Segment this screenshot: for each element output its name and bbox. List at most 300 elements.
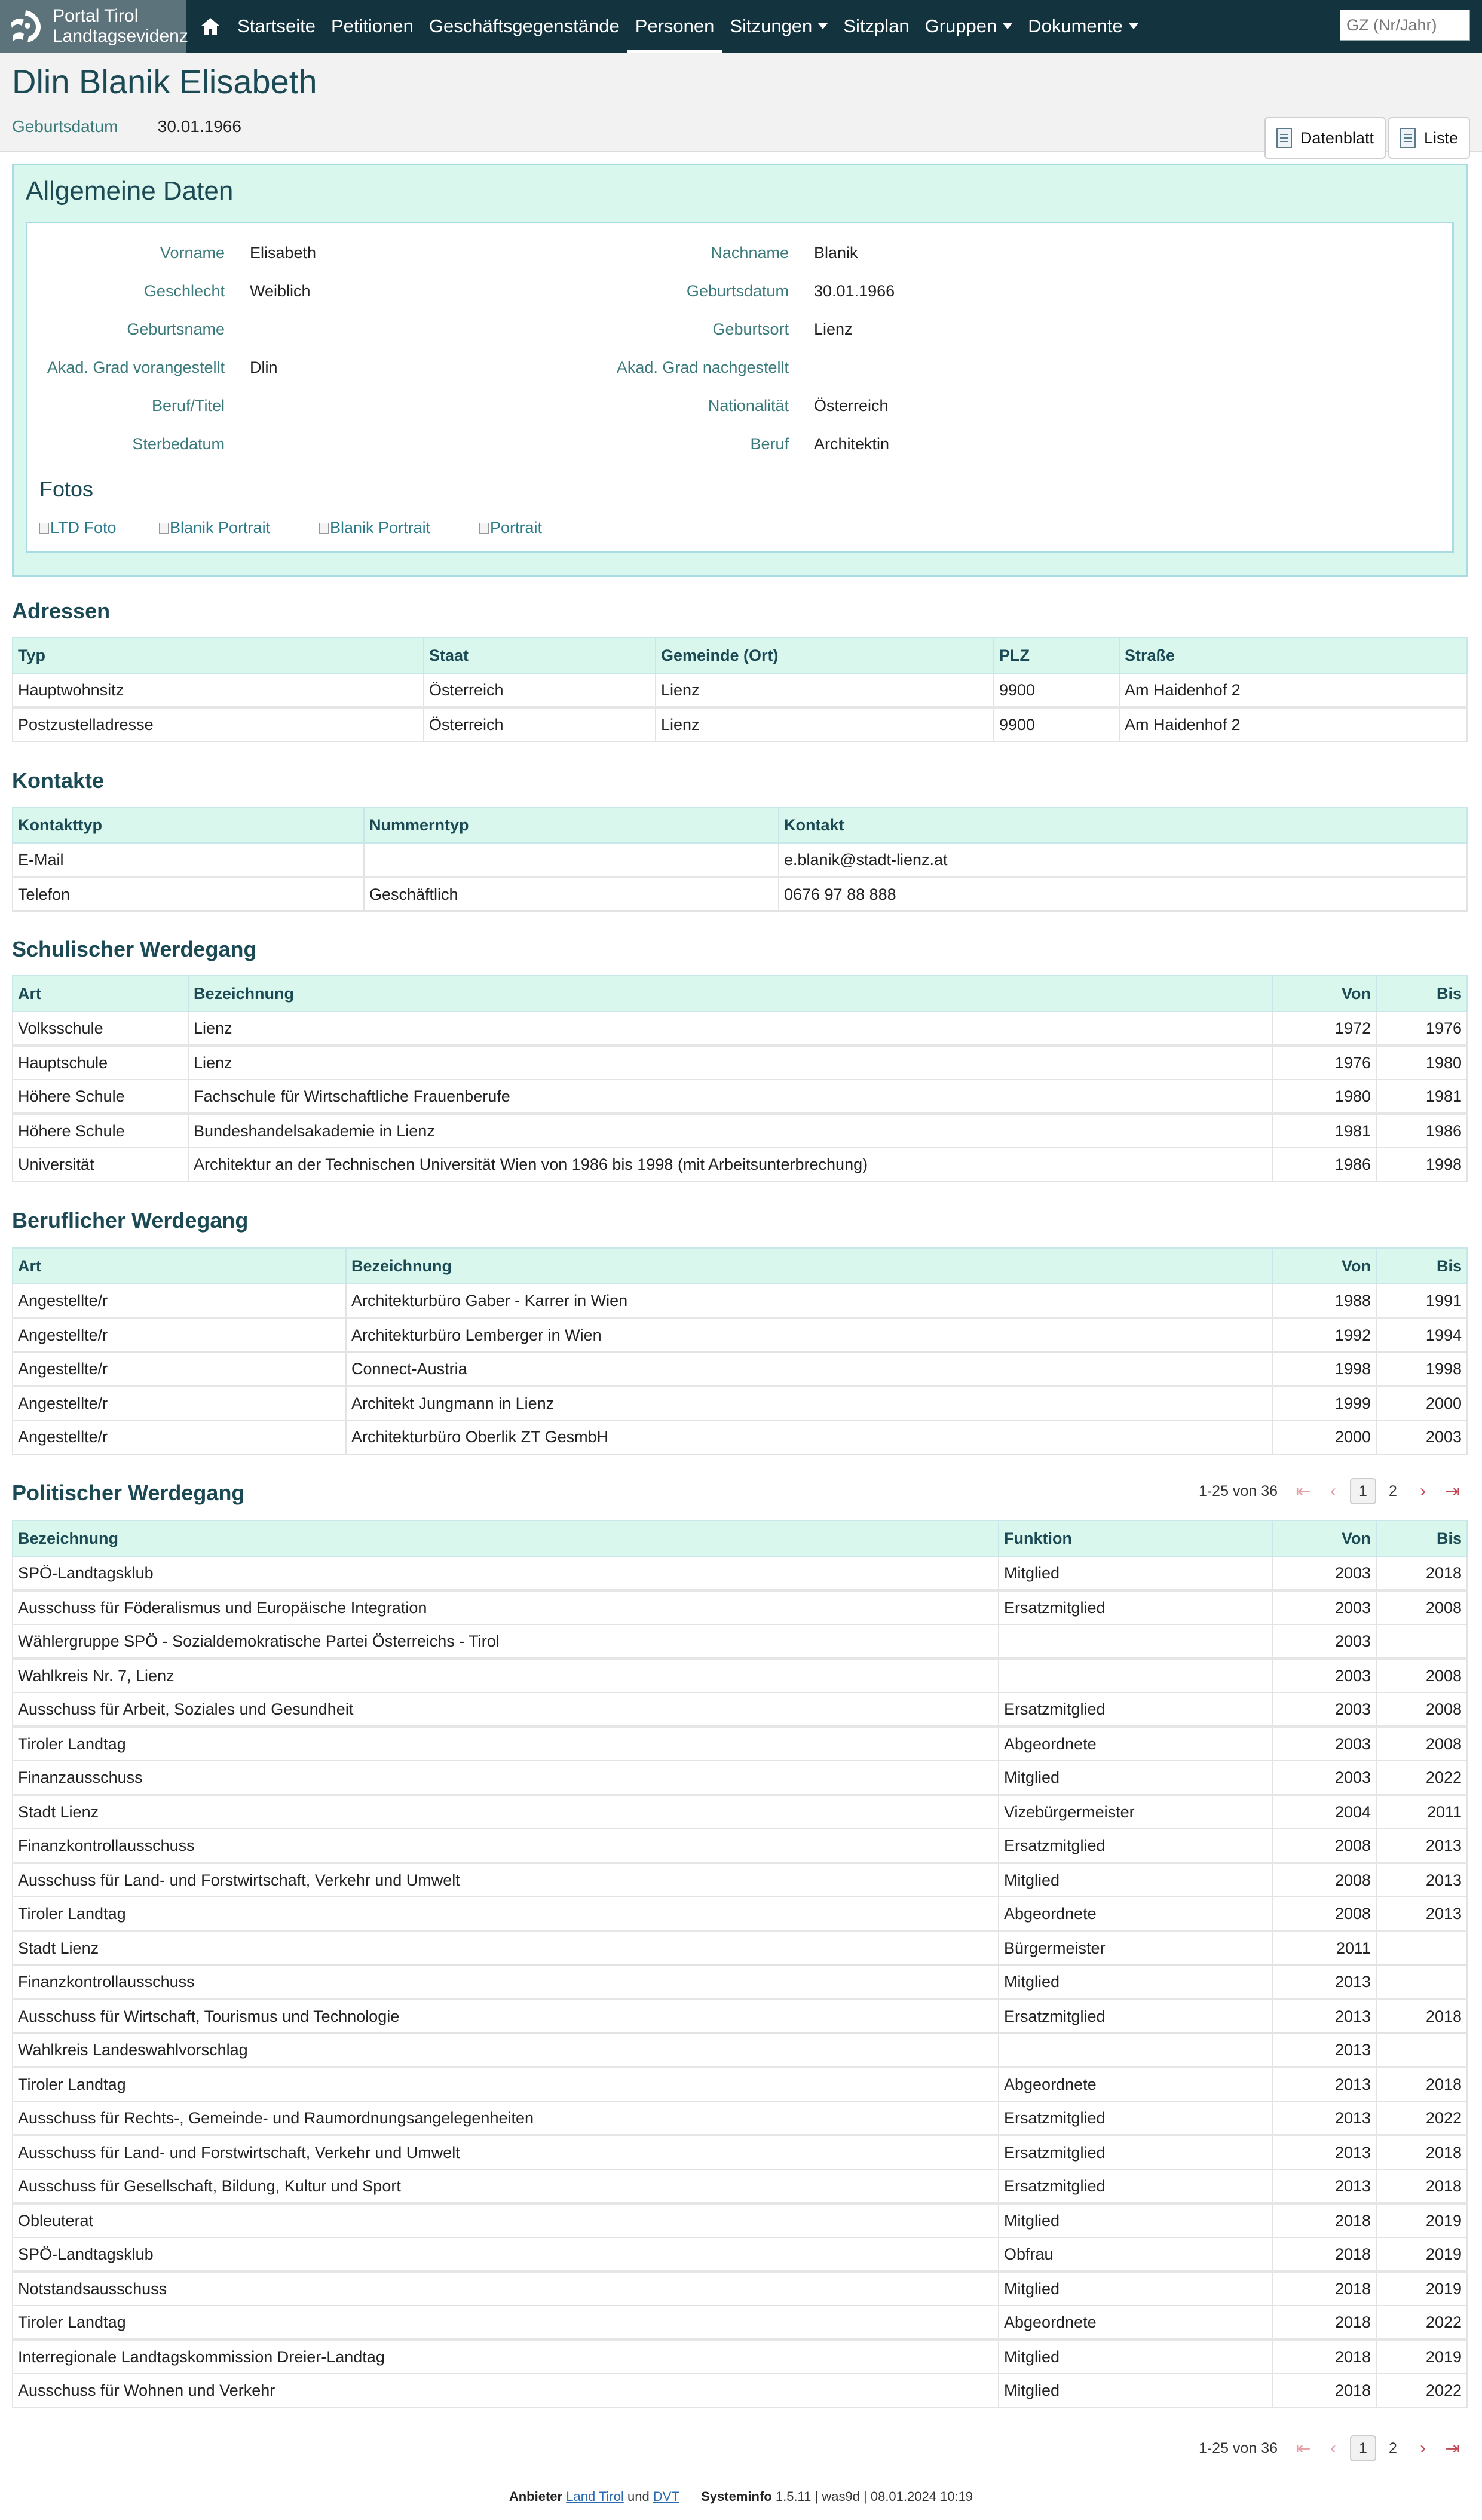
table-cell: 2018 (1376, 2067, 1467, 2101)
anbieter-label: Anbieter (509, 2489, 563, 2504)
nav-dokumente-label: Dokumente (1028, 16, 1123, 36)
table-cell: 1994 (1376, 1318, 1467, 1352)
table-header-row (13, 637, 1467, 673)
table-cell: 1981 (1376, 1080, 1467, 1114)
foto-link-blanik-portrait-1[interactable] (159, 519, 270, 537)
table-cell: e.blanik@stadt-lienz.at (779, 843, 1467, 877)
table-cell: 1972 (1272, 1011, 1376, 1046)
column-header[interactable]: Kontakt (779, 807, 1467, 843)
table-row (13, 1624, 1467, 1658)
table-header-row (13, 807, 1467, 843)
table-cell: Lienz (188, 1046, 1272, 1080)
dvt-link[interactable]: DVT (653, 2489, 679, 2504)
table-row (13, 1080, 1467, 1114)
table-row (13, 2067, 1467, 2101)
table-cell: 2003 (1272, 1761, 1376, 1795)
table-cell: 9900 (994, 673, 1119, 707)
nav-gruppen[interactable] (917, 0, 1021, 53)
land-tirol-link[interactable]: Land Tirol (566, 2489, 624, 2504)
table-cell: 1999 (1272, 1386, 1376, 1420)
table-row (13, 2033, 1467, 2067)
column-header[interactable]: Bis (1376, 1248, 1467, 1284)
table-cell: Angestellte/r (13, 1284, 346, 1318)
field-label-nationalitaet: Nationalität (708, 397, 789, 415)
table-cell: 2011 (1272, 1931, 1376, 1965)
field-label-geschlecht: Geschlecht (143, 282, 225, 300)
adressen-table (12, 637, 1468, 742)
last-page-icon[interactable]: ⇥ (1445, 1481, 1460, 1501)
table-row (13, 1148, 1467, 1182)
table-row (13, 2135, 1467, 2169)
table-cell: Ausschuss für Arbeit, Soziales und Gesundheit (13, 1693, 999, 1727)
last-page-icon[interactable]: ⇥ (1445, 2438, 1460, 2458)
table-row (13, 1863, 1467, 1897)
datenblatt-button[interactable] (1264, 117, 1386, 159)
kontakte-table (12, 807, 1468, 912)
table-cell: 2013 (1272, 2101, 1376, 2135)
table-cell: Finanzkontrollausschuss (13, 1829, 999, 1863)
table-cell: 2008 (1376, 1727, 1467, 1761)
table-cell: Am Haidenhof 2 (1119, 673, 1467, 707)
table-cell: Österreich (424, 707, 656, 741)
table-cell: 2013 (1376, 1863, 1467, 1897)
nav-startseite[interactable]: Startseite (237, 16, 316, 36)
nav-sitzungen-label: Sitzungen (730, 16, 813, 36)
table-cell (999, 1658, 1272, 1693)
politik-pager-bottom (1199, 2435, 1468, 2461)
table-cell: 1976 (1376, 1011, 1467, 1046)
table-cell: Bürgermeister (999, 1931, 1272, 1965)
systeminfo-label: Systeminfo (701, 2489, 772, 2504)
table-cell: 2003 (1272, 1624, 1376, 1658)
table-cell (1376, 2033, 1467, 2067)
table-cell: Angestellte/r (13, 1318, 346, 1352)
table-cell: Wählergruppe SPÖ - Sozialdemokratische Partei Österreichs - Tirol (13, 1624, 999, 1658)
table-cell: 2003 (1272, 1590, 1376, 1624)
table-cell: 9900 (994, 707, 1119, 741)
table-row (13, 1897, 1467, 1931)
next-page-icon[interactable]: › (1420, 1481, 1426, 1501)
top-navbar (0, 0, 1482, 53)
table-row (13, 2340, 1467, 2374)
table-row (13, 1727, 1467, 1761)
table-row (13, 1352, 1467, 1386)
table-cell: Ausschuss für Land- und Forstwirtschaft, Verkehr und Umwelt (13, 2135, 999, 2169)
table-cell: Postzustelladresse (13, 707, 424, 741)
table-cell: Mitglied (999, 2271, 1272, 2306)
foto-link-ltd[interactable] (39, 519, 117, 537)
table-cell: 2013 (1272, 2135, 1376, 2169)
field-value-vorname: Elisabeth (250, 244, 317, 262)
table-row (13, 1420, 1467, 1454)
table-cell: SPÖ-Landtagsklub (13, 2237, 999, 2271)
column-header[interactable]: Bezeichnung (188, 976, 1272, 1011)
page-2-button[interactable]: 2 (1389, 2439, 1397, 2457)
table-cell: 1986 (1376, 1114, 1467, 1148)
table-cell: Ausschuss für Rechts-, Gemeinde- und Raumordnungsangelegenheiten (13, 2101, 999, 2135)
table-cell: Ausschuss für Wirtschaft, Tourismus und Technologie (13, 1999, 999, 2033)
table-cell: 1988 (1272, 1284, 1376, 1318)
table-cell: Ersatzmitglied (999, 2101, 1272, 2135)
pager-info: 1-25 von 36 (1198, 2439, 1278, 2457)
table-cell: Ausschuss für Gesellschaft, Bildung, Kultur und Sport (13, 2169, 999, 2203)
nav-sitzplan[interactable]: Sitzplan (843, 16, 910, 36)
table-cell: 2008 (1376, 1590, 1467, 1624)
table-cell: 2018 (1272, 2237, 1376, 2271)
foto-link-portrait[interactable] (479, 519, 542, 537)
table-cell: Bundeshandelsakademie in Lienz (188, 1114, 1272, 1148)
table-cell: 2018 (1272, 2340, 1376, 2374)
table-cell: 2019 (1376, 2340, 1467, 2374)
field-label-geburtsort: Geburtsort (712, 320, 789, 338)
table-cell: Lienz (656, 707, 994, 741)
table-cell: 1998 (1272, 1352, 1376, 1386)
column-header[interactable]: Staat (424, 637, 656, 673)
beruf-table (12, 1247, 1468, 1455)
nav-petitionen[interactable]: Petitionen (330, 16, 414, 36)
table-cell: Tiroler Landtag (13, 1897, 999, 1931)
table-row (13, 1046, 1467, 1080)
table-cell: 2003 (1272, 1556, 1376, 1590)
table-cell: 2018 (1376, 2135, 1467, 2169)
table-cell: 2019 (1376, 2271, 1467, 2306)
table-cell: 2003 (1272, 1658, 1376, 1693)
prev-page-icon[interactable]: ‹ (1330, 2438, 1336, 2458)
table-cell: Ersatzmitglied (999, 2169, 1272, 2203)
header-actions (1262, 117, 1470, 159)
table-cell: Vizebürgermeister (999, 1795, 1272, 1829)
prev-page-icon[interactable]: ‹ (1330, 1481, 1336, 1501)
foto-link-blanik-portrait-2[interactable] (319, 519, 430, 537)
table-cell (1376, 1965, 1467, 1999)
table-cell: Obfrau (999, 2237, 1272, 2271)
table-row (13, 1965, 1467, 1999)
table-row (13, 1931, 1467, 1965)
next-page-icon[interactable]: › (1420, 2438, 1426, 2458)
general-data-fields (26, 222, 1454, 553)
schule-table (12, 975, 1468, 1182)
table-row (13, 2306, 1467, 2340)
table-cell: Österreich (424, 673, 656, 707)
table-cell: E-Mail (13, 843, 364, 877)
tirol-eagle-logo-icon (5, 2, 47, 50)
table-cell: Obleuterat (13, 2203, 999, 2237)
table-cell: Wahlkreis Landeswahlvorschlag (13, 2033, 999, 2067)
field-label-geburtsname: Geburtsname (127, 320, 225, 338)
table-header-row (13, 976, 1467, 1011)
column-header[interactable]: Bis (1376, 976, 1467, 1011)
home-icon[interactable] (191, 0, 229, 53)
brand-line-2: Landtagsevidenz (53, 26, 188, 46)
table-row (13, 1114, 1467, 1148)
table-cell: 2018 (1272, 2374, 1376, 2408)
table-cell: Tiroler Landtag (13, 2067, 999, 2101)
table-cell: Notstandsausschuss (13, 2271, 999, 2306)
field-label-vorname: Vorname (160, 244, 225, 262)
column-header[interactable]: PLZ (994, 637, 1119, 673)
field-label-akad-grad-vor: Akad. Grad vorangestellt (47, 358, 225, 376)
table-cell: 0676 97 88 888 (779, 877, 1467, 911)
liste-label: Liste (1423, 128, 1458, 147)
table-cell: 2022 (1376, 2374, 1467, 2408)
field-value-beruf: Architektin (814, 435, 890, 453)
table-cell (1376, 1624, 1467, 1658)
table-cell (999, 2033, 1272, 2067)
table-cell: Hauptschule (13, 1046, 188, 1080)
column-header[interactable]: Straße (1119, 637, 1467, 673)
table-cell (1376, 1931, 1467, 1965)
table-row (13, 2271, 1467, 2306)
table-cell: 1986 (1272, 1148, 1376, 1182)
table-row (13, 1658, 1467, 1693)
table-cell: Mitglied (999, 2203, 1272, 2237)
first-page-icon[interactable]: ⇤ (1296, 2438, 1311, 2458)
general-data-panel (12, 164, 1468, 577)
field-label-nachname: Nachname (711, 244, 789, 262)
table-row (13, 843, 1467, 877)
politik-pager-top (1199, 1478, 1468, 1504)
table-cell: 2008 (1272, 1829, 1376, 1863)
column-header[interactable]: Funktion (999, 1520, 1272, 1556)
nav-geschaeftsgegenstaende[interactable]: Geschäftsgegenstände (428, 16, 620, 36)
foto-alt-text: LTD Foto (50, 519, 117, 537)
caret-down-icon (1129, 23, 1138, 29)
table-row (13, 1693, 1467, 1727)
table-cell: 2013 (1272, 2067, 1376, 2101)
table-row (13, 877, 1467, 911)
table-row (13, 1829, 1467, 1863)
field-label-geburtsdatum: Geburtsdatum (686, 282, 789, 300)
caret-down-icon (818, 23, 828, 29)
field-value-geburtsort: Lienz (814, 320, 853, 338)
column-header[interactable]: Nummerntyp (364, 807, 779, 843)
politik-table (12, 1520, 1468, 2408)
table-cell: Telefon (13, 877, 364, 911)
table-cell: 1992 (1272, 1318, 1376, 1352)
table-cell: Mitglied (999, 1761, 1272, 1795)
table-cell: Architekturbüro Oberlik ZT GesmbH (346, 1420, 1272, 1454)
broken-image-icon (39, 523, 49, 534)
nav-dokumente[interactable] (1020, 0, 1146, 53)
table-cell: Ausschuss für Wohnen und Verkehr (13, 2374, 999, 2408)
column-header[interactable]: Typ (13, 637, 424, 673)
table-header-row (13, 1520, 1467, 1556)
table-cell: 2008 (1272, 1863, 1376, 1897)
table-row (13, 1318, 1467, 1352)
column-header[interactable]: Gemeinde (Ort) (656, 637, 994, 673)
column-header[interactable]: Von (1272, 1248, 1376, 1284)
broken-image-icon (159, 523, 169, 534)
table-cell: 2022 (1376, 2306, 1467, 2340)
table-cell: 2022 (1376, 2101, 1467, 2135)
table-cell: 2018 (1376, 2169, 1467, 2203)
table-cell: 1981 (1272, 1114, 1376, 1148)
table-cell: Tiroler Landtag (13, 1727, 999, 1761)
table-cell: Höhere Schule (13, 1080, 188, 1114)
gz-search-input[interactable] (1340, 10, 1470, 41)
header-birthdate (12, 117, 241, 136)
table-cell: 2000 (1272, 1420, 1376, 1454)
table-cell: 1980 (1272, 1080, 1376, 1114)
table-cell: Ersatzmitglied (999, 1829, 1272, 1863)
column-header[interactable]: Von (1272, 976, 1376, 1011)
table-cell: 2013 (1272, 2033, 1376, 2067)
birthdate-label: Geburtsdatum (12, 117, 118, 136)
table-row (13, 2237, 1467, 2271)
main-menu (229, 0, 1146, 53)
politik-title: Politischer Werdegang (12, 1480, 245, 1505)
page-2-button[interactable]: 2 (1389, 1482, 1397, 1500)
column-header[interactable]: Art (13, 976, 188, 1011)
table-cell: Architektur an der Technischen Universität Wien von 1986 bis 1998 (mit Arbeitsunterbrechung) (188, 1148, 1272, 1182)
table-cell: Mitglied (999, 2374, 1272, 2408)
column-header[interactable]: Bis (1376, 1520, 1467, 1556)
table-cell: 2013 (1272, 1965, 1376, 1999)
table-row (13, 1386, 1467, 1420)
column-header[interactable]: Bezeichnung (346, 1248, 1272, 1284)
table-cell: Finanzkontrollausschuss (13, 1965, 999, 1999)
table-cell: Mitglied (999, 1556, 1272, 1590)
table-cell: Abgeordnete (999, 2306, 1272, 2340)
table-cell: Wahlkreis Nr. 7, Lienz (13, 1658, 999, 1693)
table-row (13, 2101, 1467, 2135)
table-cell: 2018 (1272, 2271, 1376, 2306)
table-cell: 2019 (1376, 2237, 1467, 2271)
table-cell: 2018 (1272, 2203, 1376, 2237)
column-header[interactable]: Von (1272, 1520, 1376, 1556)
page-footer (0, 2489, 1482, 2504)
page-header (0, 53, 1482, 152)
table-row (13, 1761, 1467, 1795)
adressen-title: Adressen (12, 599, 111, 623)
broken-image-icon (479, 523, 489, 534)
foto-alt-text: Portrait (490, 519, 543, 537)
page-1-button[interactable]: 1 (1350, 2435, 1376, 2461)
liste-button[interactable] (1388, 117, 1470, 159)
table-cell: 2003 (1272, 1727, 1376, 1761)
table-row (13, 1999, 1467, 2033)
nav-gruppen-label: Gruppen (924, 16, 997, 36)
table-cell: 2018 (1272, 2306, 1376, 2340)
column-header[interactable]: Bezeichnung (13, 1520, 999, 1556)
field-label-sterbedatum: Sterbedatum (132, 435, 225, 453)
field-label-akad-grad-nach: Akad. Grad nachgestellt (616, 358, 789, 376)
table-cell: 2008 (1376, 1658, 1467, 1693)
table-cell: Fachschule für Wirtschaftliche Frauenberufe (188, 1080, 1272, 1114)
table-cell: Lienz (188, 1011, 1272, 1046)
table-cell: Stadt Lienz (13, 1931, 999, 1965)
table-row (13, 673, 1467, 707)
table-cell: SPÖ-Landtagsklub (13, 1556, 999, 1590)
table-cell: Abgeordnete (999, 1727, 1272, 1761)
table-cell: Ersatzmitglied (999, 2135, 1272, 2169)
table-row (13, 2374, 1467, 2408)
table-header-row (13, 1248, 1467, 1284)
table-cell: Tiroler Landtag (13, 2306, 999, 2340)
document-icon (1276, 128, 1292, 148)
table-cell: Mitglied (999, 1965, 1272, 1999)
table-cell: 2018 (1376, 1999, 1467, 2033)
table-cell: Universität (13, 1148, 188, 1182)
table-cell: Mitglied (999, 2340, 1272, 2374)
pager-info: 1-25 von 36 (1198, 1482, 1278, 1500)
table-row (13, 1011, 1467, 1046)
first-page-icon[interactable]: ⇤ (1296, 1481, 1311, 1501)
column-header[interactable]: Kontakttyp (13, 807, 364, 843)
table-cell: Architekturbüro Lemberger in Wien (346, 1318, 1272, 1352)
table-cell: 2003 (1376, 1420, 1467, 1454)
table-row (13, 1284, 1467, 1318)
page-1-button[interactable]: 1 (1350, 1478, 1376, 1504)
table-row (13, 2203, 1467, 2237)
caret-down-icon (1003, 23, 1012, 29)
table-cell (364, 843, 779, 877)
table-cell: 1998 (1376, 1148, 1467, 1182)
foto-alt-text: Blanik Portrait (170, 519, 271, 537)
table-cell: Angestellte/r (13, 1420, 346, 1454)
table-cell (999, 1624, 1272, 1658)
systeminfo-value: 1.5.11 | was9d | 08.01.2024 10:19 (775, 2489, 973, 2504)
broken-image-icon (319, 523, 329, 534)
table-cell: 2013 (1376, 1829, 1467, 1863)
table-cell: 2003 (1272, 1693, 1376, 1727)
general-data-title: Allgemeine Daten (26, 176, 234, 206)
table-cell: Geschäftlich (364, 877, 779, 911)
table-cell: 2013 (1376, 1897, 1467, 1931)
table-cell: 2019 (1376, 2203, 1467, 2237)
table-cell: 2000 (1376, 1386, 1467, 1420)
table-cell: Höhere Schule (13, 1114, 188, 1148)
nav-sitzungen[interactable] (722, 0, 835, 53)
table-cell: 2008 (1376, 1693, 1467, 1727)
field-value-akad-grad-vor: Dlin (250, 358, 278, 376)
field-value-geschlecht: Weiblich (250, 282, 311, 300)
table-cell: Finanzausschuss (13, 1761, 999, 1795)
schule-title: Schulischer Werdegang (12, 937, 257, 961)
table-row (13, 1795, 1467, 1829)
field-label-beruf-titel: Beruf/Titel (151, 397, 225, 415)
table-cell: Ersatzmitglied (999, 1999, 1272, 2033)
fotos-title: Fotos (39, 477, 94, 501)
table-cell: 2011 (1376, 1795, 1467, 1829)
foto-alt-text: Blanik Portrait (330, 519, 431, 537)
table-cell: Interregionale Landtagskommission Dreier-Landtag (13, 2340, 999, 2374)
nav-personen[interactable]: Personen (627, 0, 722, 53)
brand-logo-link[interactable] (0, 0, 186, 53)
table-cell: Volksschule (13, 1011, 188, 1046)
table-cell: Ausschuss für Land- und Forstwirtschaft, Verkehr und Umwelt (13, 1863, 999, 1897)
table-cell: Architekt Jungmann in Lienz (346, 1386, 1272, 1420)
datenblatt-label: Datenblatt (1300, 128, 1374, 147)
table-cell: Hauptwohnsitz (13, 673, 424, 707)
table-cell: Ausschuss für Föderalismus und Europäische Integration (13, 1590, 999, 1624)
brand-line-1: Portal Tirol (53, 6, 139, 26)
field-value-geburtsdatum: 30.01.1966 (814, 282, 895, 300)
table-cell: Abgeordnete (999, 1897, 1272, 1931)
table-cell: Angestellte/r (13, 1352, 346, 1386)
table-cell: Angestellte/r (13, 1386, 346, 1420)
beruf-title: Beruflicher Werdegang (12, 1208, 249, 1233)
field-value-nationalitaet: Österreich (814, 397, 889, 415)
table-cell: 2013 (1272, 2169, 1376, 2203)
column-header[interactable]: Art (13, 1248, 346, 1284)
table-cell: 1976 (1272, 1046, 1376, 1080)
table-cell: Stadt Lienz (13, 1795, 999, 1829)
kontakte-title: Kontakte (12, 768, 105, 793)
table-row (13, 1590, 1467, 1624)
table-row (13, 707, 1467, 741)
page-title: Dlin Blanik Elisabeth (12, 63, 317, 100)
